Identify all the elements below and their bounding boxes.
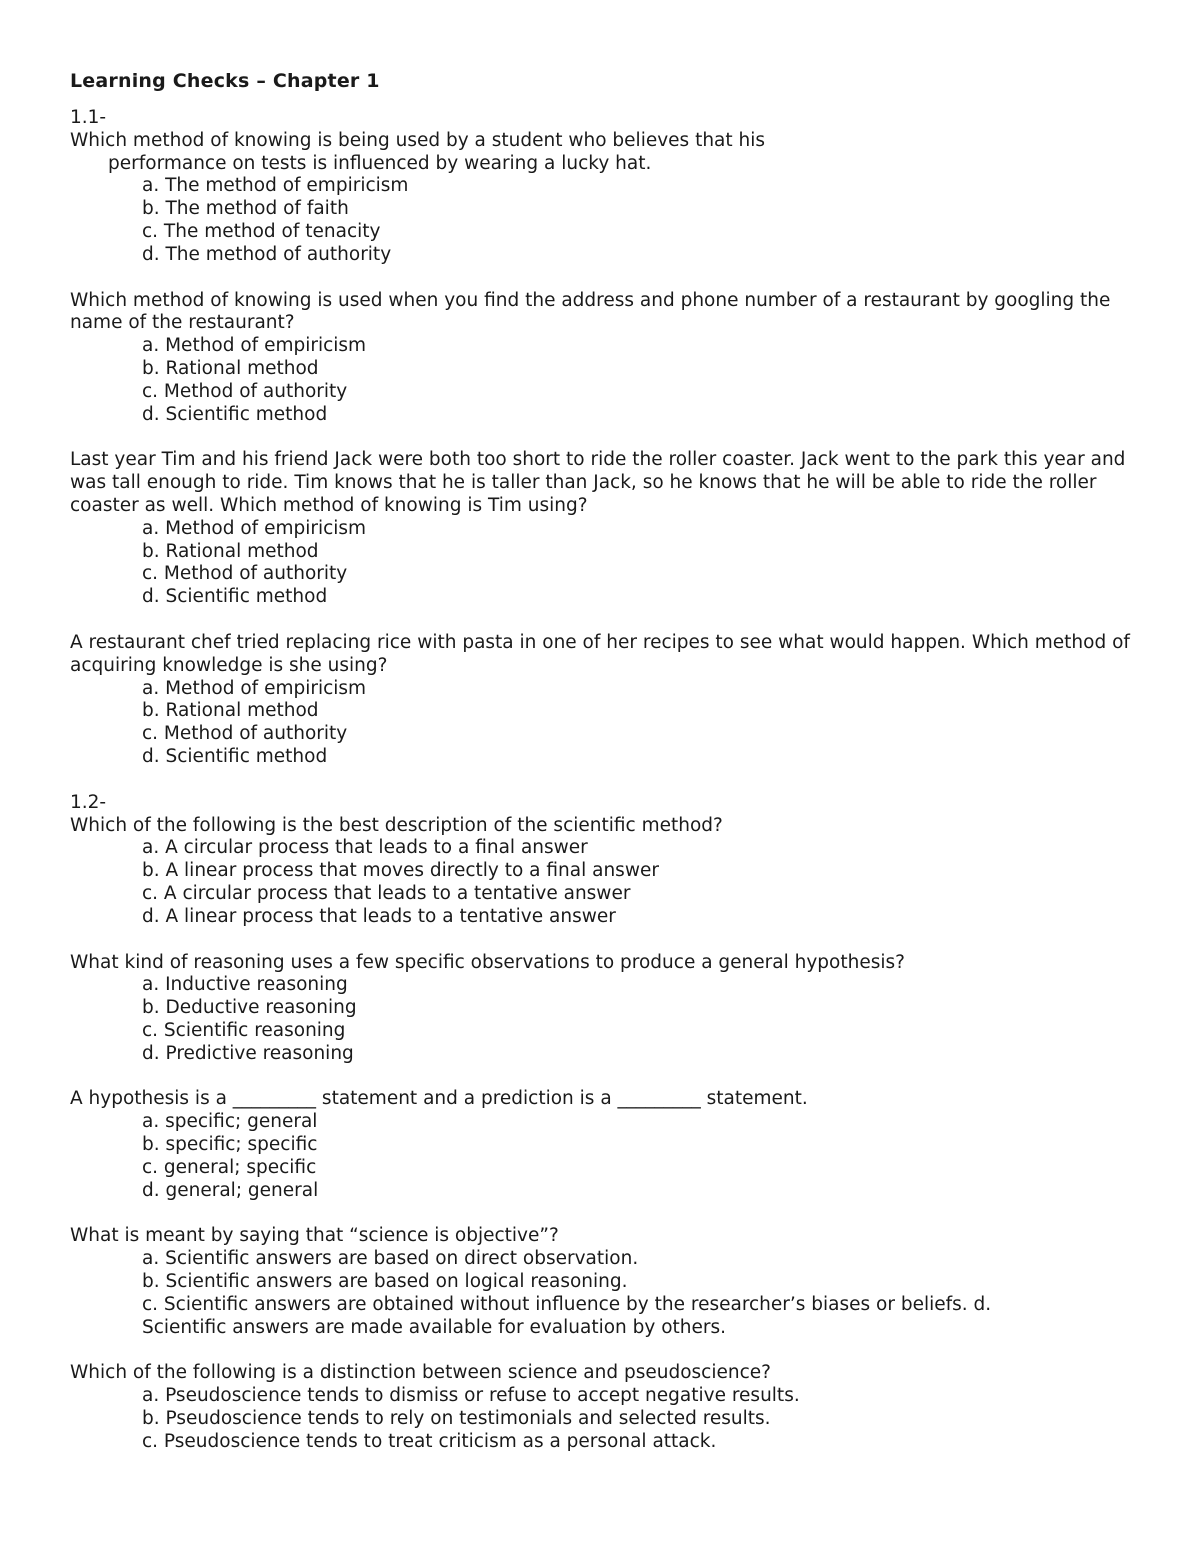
question-1 [70,130,1140,267]
option-d: d. The method of authority [142,243,392,265]
option-list [70,518,1140,609]
question-5 [70,815,1140,929]
question-6 [70,952,1140,1066]
option-d: d. Scientific method [142,745,328,767]
question-7 [70,1088,1140,1202]
option-d: d. Predictive reasoning [142,1042,354,1064]
question-4 [70,632,1140,769]
option-b: b. Rational method [142,540,319,562]
question-text-line: performance on tests is influenced by wearing a lucky hat. [108,152,652,174]
option-b: b. Deductive reasoning [142,997,357,1019]
section-label-1-1: 1.1- [70,107,107,128]
option-list [70,1385,1140,1453]
question-text: What kind of reasoning uses a few specific observations to produce a general hypothesis? [70,951,905,973]
option-c: c. Method of authority [142,723,348,745]
question-text: A restaurant chef tried replacing rice with pasta in one of her recipes to see what would happen. Which method of acquiring knowledge is she using? [70,631,1130,676]
option-a: a. Method of empiricism [142,335,367,357]
option-c: c. Scientific reasoning [142,1019,346,1041]
option-list [70,1248,1140,1339]
option-b: b. specific; specific [142,1134,318,1156]
question-text: What is meant by saying that “science is objective”? [70,1225,559,1247]
question-9 [70,1362,1140,1453]
question-text [70,130,1140,176]
option-a: a. Method of empiricism [142,517,367,539]
option-list [70,678,1140,769]
option-d: d. Scientific method [142,586,328,608]
option-c: c. Method of authority [142,380,348,402]
option-b: b. The method of faith [142,198,349,220]
question-text: Last year Tim and his friend Jack were both too short to ride the roller coaster. Jack went to the park this year and was tall enough to ride. Tim knows that he is taller than Jack, so he knows that he will be able to ride the roller coaster as well. Which method of knowing is Tim using? [70,449,1126,516]
option-b: b. Rational method [142,357,319,379]
option-list [70,974,1140,1065]
option-a: a. Method of empiricism [142,677,367,699]
option-list [70,175,1140,266]
document-page [70,68,1140,1477]
option-list [70,837,1140,928]
question-text-line: Which method of knowing is being used by a student who believes that his [70,129,766,151]
question-3 [70,449,1140,609]
section-label-1-2: 1.2- [70,791,107,813]
option-a: a. Inductive reasoning [142,974,348,996]
option-b: b. Pseudoscience tends to rely on testimonials and selected results. [142,1408,771,1430]
option-d: d. general; general [142,1179,319,1201]
option-a: a. Pseudoscience tends to dismiss or refuse to accept negative results. [142,1385,800,1407]
question-text: Which method of knowing is used when you find the address and phone number of a restaurant by googling the name of the restaurant? [70,289,1111,334]
question-2 [70,290,1140,427]
option-b: b. A linear process that moves directly to a final answer [142,860,659,882]
option-c: c. The method of tenacity [142,220,381,242]
option-a: a. A circular process that leads to a final answer [142,837,588,859]
option-a: a. Scientific answers are based on direct observation. [142,1248,639,1270]
page-title: Learning Checks – Chapter 1 [70,70,380,92]
question-text: A hypothesis is a _________ statement and a prediction is a _________ statement. [70,1088,808,1110]
option-c: c. A circular process that leads to a tentative answer [142,882,631,904]
option-a: a. The method of empiricism [142,175,409,197]
option-list [70,335,1140,426]
option-c: c. general; specific [142,1156,317,1178]
option-d: d. Scientific method [142,403,328,425]
option-a: a. specific; general [142,1111,318,1133]
option-c: c. Pseudoscience tends to treat criticism as a personal attack. [142,1430,717,1452]
option-b: b. Scientific answers are based on logical reasoning. [142,1271,628,1293]
question-text: Which of the following is the best description of the scientific method? [70,814,723,836]
option-c: c. Method of authority [142,563,348,585]
question-8 [70,1225,1140,1339]
option-c: c. Scientific answers are obtained without influence by the researcher’s biases or beliefs. d. Scientific answers are made available for evaluation by others. [142,1293,992,1338]
option-b: b. Rational method [142,700,319,722]
option-d: d. A linear process that leads to a tentative answer [142,905,616,927]
option-list [70,1111,1140,1202]
question-text: Which of the following is a distinction between science and pseudoscience? [70,1362,771,1384]
